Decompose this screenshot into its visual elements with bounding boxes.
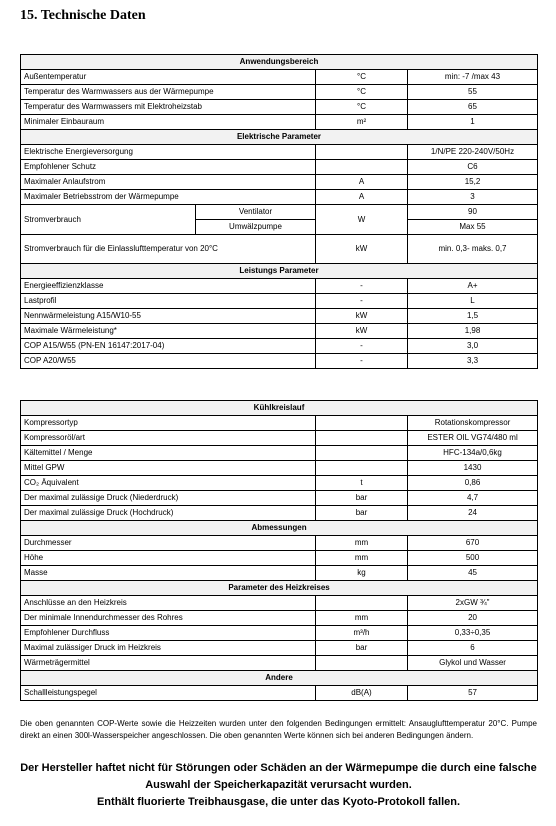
row-value: ESTER OIL VG74/480 ml bbox=[408, 431, 538, 446]
row-value: C6 bbox=[408, 160, 538, 175]
row-label: Energieeffizienzklasse bbox=[21, 279, 316, 294]
row-label: Elektrische Energieversorgung bbox=[21, 145, 316, 160]
row-label: Kompressortyp bbox=[21, 416, 316, 431]
row-label: COP A15/W55 (PN-EN 16147:2017-04) bbox=[21, 339, 316, 354]
row-unit: - bbox=[316, 279, 408, 294]
warning-line-kyoto: Enthält fluorierte Treibhausgase, die unter das Kyoto-Protokoll fallen. bbox=[96, 796, 461, 808]
table-row bbox=[21, 279, 538, 294]
row-unit: kW bbox=[316, 235, 408, 264]
row-unit: - bbox=[316, 294, 408, 309]
row-label: Minimaler Einbauraum bbox=[21, 115, 316, 130]
row-label: Wärmeträgermittel bbox=[21, 656, 316, 671]
table-row bbox=[21, 145, 538, 160]
row-value: 45 bbox=[408, 566, 538, 581]
row-unit bbox=[316, 145, 408, 160]
row-label: Maximale Wärmeleistung* bbox=[21, 324, 316, 339]
table-row bbox=[21, 461, 538, 476]
row-value: 0,86 bbox=[408, 476, 538, 491]
table-row bbox=[21, 190, 538, 205]
row-value: 4,7 bbox=[408, 491, 538, 506]
row-unit: dB(A) bbox=[316, 686, 408, 701]
row-value: Rotationskompressor bbox=[408, 416, 538, 431]
section-abmessungen bbox=[21, 521, 538, 581]
row-value: 1,98 bbox=[408, 324, 538, 339]
table-row bbox=[21, 611, 538, 626]
row-unit: kW bbox=[316, 309, 408, 324]
cop-conditions-note: Die oben genannten COP-Werte sowie die Heizzeiten wurden unter den folgenden Bedingungen ermittelt: Ansauglufttemperatur 20°C. Pumpe direkt an einen 300l-Wasserspeicher angeschlossen. Die oben genannten Werte können sich bei anderen Bedingungen ändern. bbox=[20, 719, 537, 740]
row-value: 1/N/PE 220-240V/50Hz bbox=[408, 145, 538, 160]
row-value: 3 bbox=[408, 190, 538, 205]
section-title: Elektrische Parameter bbox=[21, 130, 538, 145]
row-value: 15,2 bbox=[408, 175, 538, 190]
row-unit: °C bbox=[316, 100, 408, 115]
row-unit: A bbox=[316, 190, 408, 205]
table-row bbox=[21, 656, 538, 671]
table-row bbox=[21, 85, 538, 100]
row-unit: m² bbox=[316, 115, 408, 130]
row-unit: A bbox=[316, 175, 408, 190]
row-label: Stromverbrauch bbox=[21, 205, 196, 235]
row-value: 1,5 bbox=[408, 309, 538, 324]
row-value: 670 bbox=[408, 536, 538, 551]
table-row bbox=[21, 160, 538, 175]
row-label: Masse bbox=[21, 566, 316, 581]
row-unit: W bbox=[316, 205, 408, 235]
row-unit: mm bbox=[316, 551, 408, 566]
row-unit: bar bbox=[316, 641, 408, 656]
table-row bbox=[21, 626, 538, 641]
row-unit: °C bbox=[316, 85, 408, 100]
table-row bbox=[21, 536, 538, 551]
table-row-stromverbrauch bbox=[21, 205, 538, 220]
row-label: Nennwärmeleistung A15/W10-55 bbox=[21, 309, 316, 324]
row-label: Kompressoröl/art bbox=[21, 431, 316, 446]
table-row bbox=[21, 100, 538, 115]
row-unit bbox=[316, 431, 408, 446]
row-label: Stromverbrauch für die Einlasslufttemperatur von 20°C bbox=[21, 235, 316, 264]
row-label: Der minimale Innendurchmesser des Rohres bbox=[21, 611, 316, 626]
table-row bbox=[21, 115, 538, 130]
section-leistungs-parameter bbox=[21, 264, 538, 369]
row-unit: kW bbox=[316, 324, 408, 339]
row-value: 55 bbox=[408, 85, 538, 100]
row-unit bbox=[316, 461, 408, 476]
table-row bbox=[21, 566, 538, 581]
row-unit: kg bbox=[316, 566, 408, 581]
section-title: Kühlkreislauf bbox=[21, 401, 538, 416]
row-value: 57 bbox=[408, 686, 538, 701]
row-value: 2xGW ¾" bbox=[408, 596, 538, 611]
sub-label-umwaelzpumpe: Umwälzpumpe bbox=[196, 220, 316, 235]
row-value: 20 bbox=[408, 611, 538, 626]
row-unit bbox=[316, 160, 408, 175]
table-row bbox=[21, 309, 538, 324]
row-label: Temperatur des Warmwassers mit Elektroheizstab bbox=[21, 100, 316, 115]
row-label: Der maximal zulässige Druck (Niederdruck) bbox=[21, 491, 316, 506]
row-value: 1430 bbox=[408, 461, 538, 476]
table-row bbox=[21, 431, 538, 446]
row-unit: mm bbox=[316, 536, 408, 551]
table-row bbox=[21, 506, 538, 521]
row-value-ventilator: 90 bbox=[408, 205, 538, 220]
row-value: A+ bbox=[408, 279, 538, 294]
row-unit: m³/h bbox=[316, 626, 408, 641]
row-label: Schallleistungspegel bbox=[21, 686, 316, 701]
table-row bbox=[21, 596, 538, 611]
table-row bbox=[21, 446, 538, 461]
row-value: 500 bbox=[408, 551, 538, 566]
table-row bbox=[21, 686, 538, 701]
row-label: Höhe bbox=[21, 551, 316, 566]
row-unit: mm bbox=[316, 611, 408, 626]
section-elektrische-parameter bbox=[21, 130, 538, 264]
row-label: Maximal zulässiger Druck im Heizkreis bbox=[21, 641, 316, 656]
table-row bbox=[21, 70, 538, 85]
section-anwendungsbereich bbox=[21, 55, 538, 130]
row-label: Kältemittel / Menge bbox=[21, 446, 316, 461]
row-value: 0,33÷0,35 bbox=[408, 626, 538, 641]
row-value: L bbox=[408, 294, 538, 309]
row-value: 3,3 bbox=[408, 354, 538, 369]
row-unit: - bbox=[316, 354, 408, 369]
row-label: COP A20/W55 bbox=[21, 354, 316, 369]
row-unit bbox=[316, 416, 408, 431]
row-unit: bar bbox=[316, 506, 408, 521]
row-value: HFC-134a/0,6kg bbox=[408, 446, 538, 461]
section-title: Leistungs Parameter bbox=[21, 264, 538, 279]
row-label: Der maximal zulässige Druck (Hochdruck) bbox=[21, 506, 316, 521]
page-title: 15. Technische Daten bbox=[20, 8, 146, 23]
warning-line-liability: Der Hersteller haftet nicht für Störungen oder Schäden an der Wärmepumpe die durch eine falsche Auswahl der Speicherkapazität verursacht wurden. bbox=[20, 762, 537, 791]
table-row bbox=[21, 551, 538, 566]
row-label: Durchmesser bbox=[21, 536, 316, 551]
section-title: Abmessungen bbox=[21, 521, 538, 536]
row-value: Glykol und Wasser bbox=[408, 656, 538, 671]
row-unit: °C bbox=[316, 70, 408, 85]
row-label: Mittel GPW bbox=[21, 461, 316, 476]
row-value: 65 bbox=[408, 100, 538, 115]
table-row bbox=[21, 354, 538, 369]
manufacturer-warning bbox=[20, 760, 537, 811]
sub-label-ventilator: Ventilator bbox=[196, 205, 316, 220]
row-unit: bar bbox=[316, 491, 408, 506]
row-label: Temperatur des Warmwassers aus der Wärmepumpe bbox=[21, 85, 316, 100]
row-value-umwaelzpumpe: Max 55 bbox=[408, 220, 538, 235]
row-label: Außentemperatur bbox=[21, 70, 316, 85]
spec-table-secondary bbox=[20, 400, 538, 701]
section-heizkreis bbox=[21, 581, 538, 671]
section-title: Parameter des Heizkreises bbox=[21, 581, 538, 596]
section-title: Anwendungsbereich bbox=[21, 55, 538, 70]
table-row bbox=[21, 235, 538, 264]
row-label: Anschlüsse an den Heizkreis bbox=[21, 596, 316, 611]
section-title: Andere bbox=[21, 671, 538, 686]
row-label: Maximaler Anlaufstrom bbox=[21, 175, 316, 190]
table-row bbox=[21, 324, 538, 339]
row-value: 3,0 bbox=[408, 339, 538, 354]
table-row bbox=[21, 641, 538, 656]
section-andere bbox=[21, 671, 538, 701]
row-unit bbox=[316, 656, 408, 671]
row-unit: - bbox=[316, 339, 408, 354]
table-row bbox=[21, 491, 538, 506]
row-value: 6 bbox=[408, 641, 538, 656]
row-label: Empfohlener Schutz bbox=[21, 160, 316, 175]
table-row bbox=[21, 476, 538, 491]
spec-table-main bbox=[20, 54, 538, 369]
row-label: Maximaler Betriebsstrom der Wärmepumpe bbox=[21, 190, 316, 205]
section-kuehlkreislauf bbox=[21, 401, 538, 521]
row-unit bbox=[316, 596, 408, 611]
row-label: Empfohlener Durchfluss bbox=[21, 626, 316, 641]
row-value: 24 bbox=[408, 506, 538, 521]
row-label: Lastprofil bbox=[21, 294, 316, 309]
row-label: CO₂ Äquivalent bbox=[21, 476, 316, 491]
row-unit bbox=[316, 446, 408, 461]
table-row bbox=[21, 339, 538, 354]
row-value: 1 bbox=[408, 115, 538, 130]
table-row bbox=[21, 416, 538, 431]
table-row bbox=[21, 294, 538, 309]
row-value: min. 0,3- maks. 0,7 bbox=[408, 235, 538, 264]
row-unit: t bbox=[316, 476, 408, 491]
table-row bbox=[21, 175, 538, 190]
row-value: min: -7 /max 43 bbox=[408, 70, 538, 85]
